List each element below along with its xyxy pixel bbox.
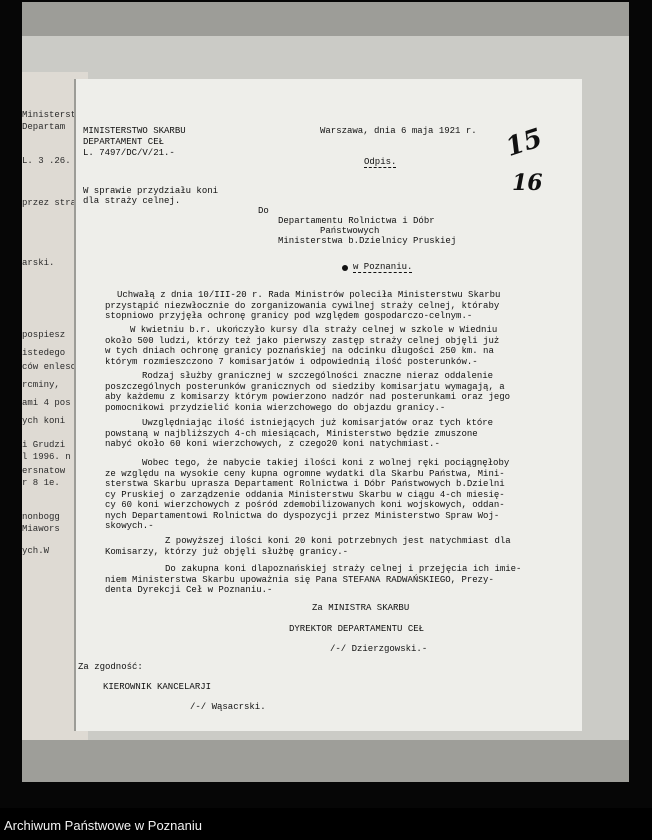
addressee-to: Do [258,206,269,216]
handwritten-number: 15 [502,123,546,163]
addressee-city: w Poznaniu. [353,262,413,272]
side-text-line: Departam [22,122,66,132]
body-line: Uchwałą z dnia 10/III-20 r. Rada Ministrów poleciła Ministerstwu Skarbu [117,290,501,300]
side-text-line: rcminy, [22,380,60,390]
ministry-name: MINISTERSTWO SKARBU [83,126,186,136]
body-line: cy 60 koni wierzchowych z pośród zdemobilizowanych koni wojskowych, oddan- [105,500,505,510]
chancellery-head-name: /-/ Wąsacrski. [190,702,266,712]
body-paragraph [105,458,510,532]
body-line: poszczególnych posterunków granicznych od siedziby komisarjatu wymagają, a [105,381,505,392]
body-line: sterstwa Skarbu uprasza Departament Rolnictwa i Dóbr Państwowych b.Dzielni [105,479,505,489]
side-text-line: przez stra [22,198,77,208]
ink-dot [342,265,348,271]
body-line: około 500 ludzi, którzy też jako pierwszy zastęp straży celnej objęli już [105,335,500,346]
body-line: przystąpić niezwłocznie do zorganizowania cywilnej straży celnej, któraby [105,300,500,311]
chancellery-head-title: KIEROWNIK KANCELARJI [103,682,212,692]
side-text-line: ych.W [22,546,50,556]
side-text-line: nonbogg [22,512,60,522]
addressee-line: Ministerstwa b.Dzielnicy Pruskiej [278,236,457,246]
body-line: którym rozmieszczono 7 komisarjatów i odpowiednią ilość posterunków.- [105,356,478,367]
addressee-line: Departamentu Rolnictwa i Dóbr [278,216,435,226]
signature-name: /-/ Dzierzgowski.- [330,644,428,654]
body-line: cy Pruskiej o zarządzenie oddania Ministerstwu Skarbu w ciągu 4-ch miesię- [105,489,505,500]
side-text-line: ców enlesc [22,362,77,372]
archive-name: Archiwum Państwowe w Poznaniu [4,818,202,833]
body-line: w tych dniach ochronę granicy poznańskiej na odcinku długości 250 km. na [105,346,494,356]
department-name: DEPARTAMENT CEŁ [83,137,165,147]
archive-footer [0,808,652,840]
body-line: W kwietniu b.r. ukończyło kursy dla straży celnej w szkole w Wiedniu [130,325,498,335]
body-line: niem Ministerstwa Skarbu upoważnia się Pana STEFANA RADWAŃSKIEGO, Prezy- [105,574,494,585]
body-line: Wobec tego, że nabycie takiej ilości koni z wolnej ręki pociągnęłoby [142,458,510,468]
body-line: ze względu na wysokie ceny kupna ogromne wydatki dla Skarbu Państwa, Mini- [105,468,505,479]
place-and-date: Warszawa, dnia 6 maja 1921 r. [320,126,477,136]
body-line: skowych.- [105,521,154,531]
body-paragraph [105,290,501,322]
sheet-bottom-band [22,740,629,782]
certification-label: Za zgodność: [78,662,143,672]
body-line: aby każdemu z komisarzy którym powierzono nadzór nad posterunkami oraz jego [105,392,511,402]
body-line: stopniowo przyjęła ochronę granicy pod względem gospodarczo-celnym.- [105,311,473,321]
body-paragraph [105,418,494,450]
side-text-line: l 1996. n [22,452,71,462]
body-line: powstaną w najbliższych 4-ch miesiącach, Ministerstwo będzie zmuszone [105,428,478,439]
side-text-line: arski. [22,258,55,268]
body-line: nabyć około 60 koni wierzchowych, z czego20 koni natychmiast.- [105,439,440,449]
side-text-line: r 8 1e. [22,478,60,488]
body-paragraph [105,564,522,596]
body-line: nych Departamentowi Rolnictwa do dyspozycji przez Ministerstwo Spraw Woj- [105,510,500,521]
body-line: Z powyższej ilości koni 20 koni potrzebnych jest natychmiast dla [165,536,511,546]
subject-line: dla straży celnej. [83,196,181,206]
body-line: Komisarzy, którzy już objęli służbę granicy.- [105,546,349,557]
side-text-line: pospiesz [22,330,66,340]
body-line: Rodzaj służby granicznej w szczególności znaczne nieraz oddalenie [142,371,494,381]
signature-title: DYREKTOR DEPARTAMENTU CEŁ [289,624,425,634]
signature-line: Za MINISTRA SKARBU [312,603,410,613]
side-text-line: Ministerst [22,110,77,120]
sheet-shadow-band [22,2,629,36]
reference-number: L. 7497/DC/V/21.- [83,148,175,158]
body-line: denta Dyrekcji Ceł w Poznaniu.- [105,585,273,595]
copy-label: Odpis. [364,157,397,167]
side-text-line: ersnatow [22,466,66,476]
side-text-line: i Grudzi [22,440,66,450]
side-text-line: L. 3 .26. [22,156,71,166]
body-paragraph [105,325,500,367]
handwritten-number: 16 [512,170,543,196]
side-text-line: ami 4 pos [22,398,71,408]
subject-line: W sprawie przydziału koni [83,186,219,196]
side-text-line: ych koni [22,416,66,426]
body-line: Do zakupna koni dlapoznańskiej straży celnej i przejęcia ich imie- [165,564,522,574]
body-line: Uwzględniając ilość istniejących już komisarjatów oraz tych które [142,418,494,428]
body-line: pomocnikowi przydzielić konia wierzchowego do objazdu granicy.- [105,402,446,413]
body-paragraph [105,371,511,413]
side-text-line: istedego [22,348,66,358]
side-text-line: Miawors [22,524,60,534]
body-paragraph [105,536,511,557]
addressee-line: Państwowych [320,226,380,236]
